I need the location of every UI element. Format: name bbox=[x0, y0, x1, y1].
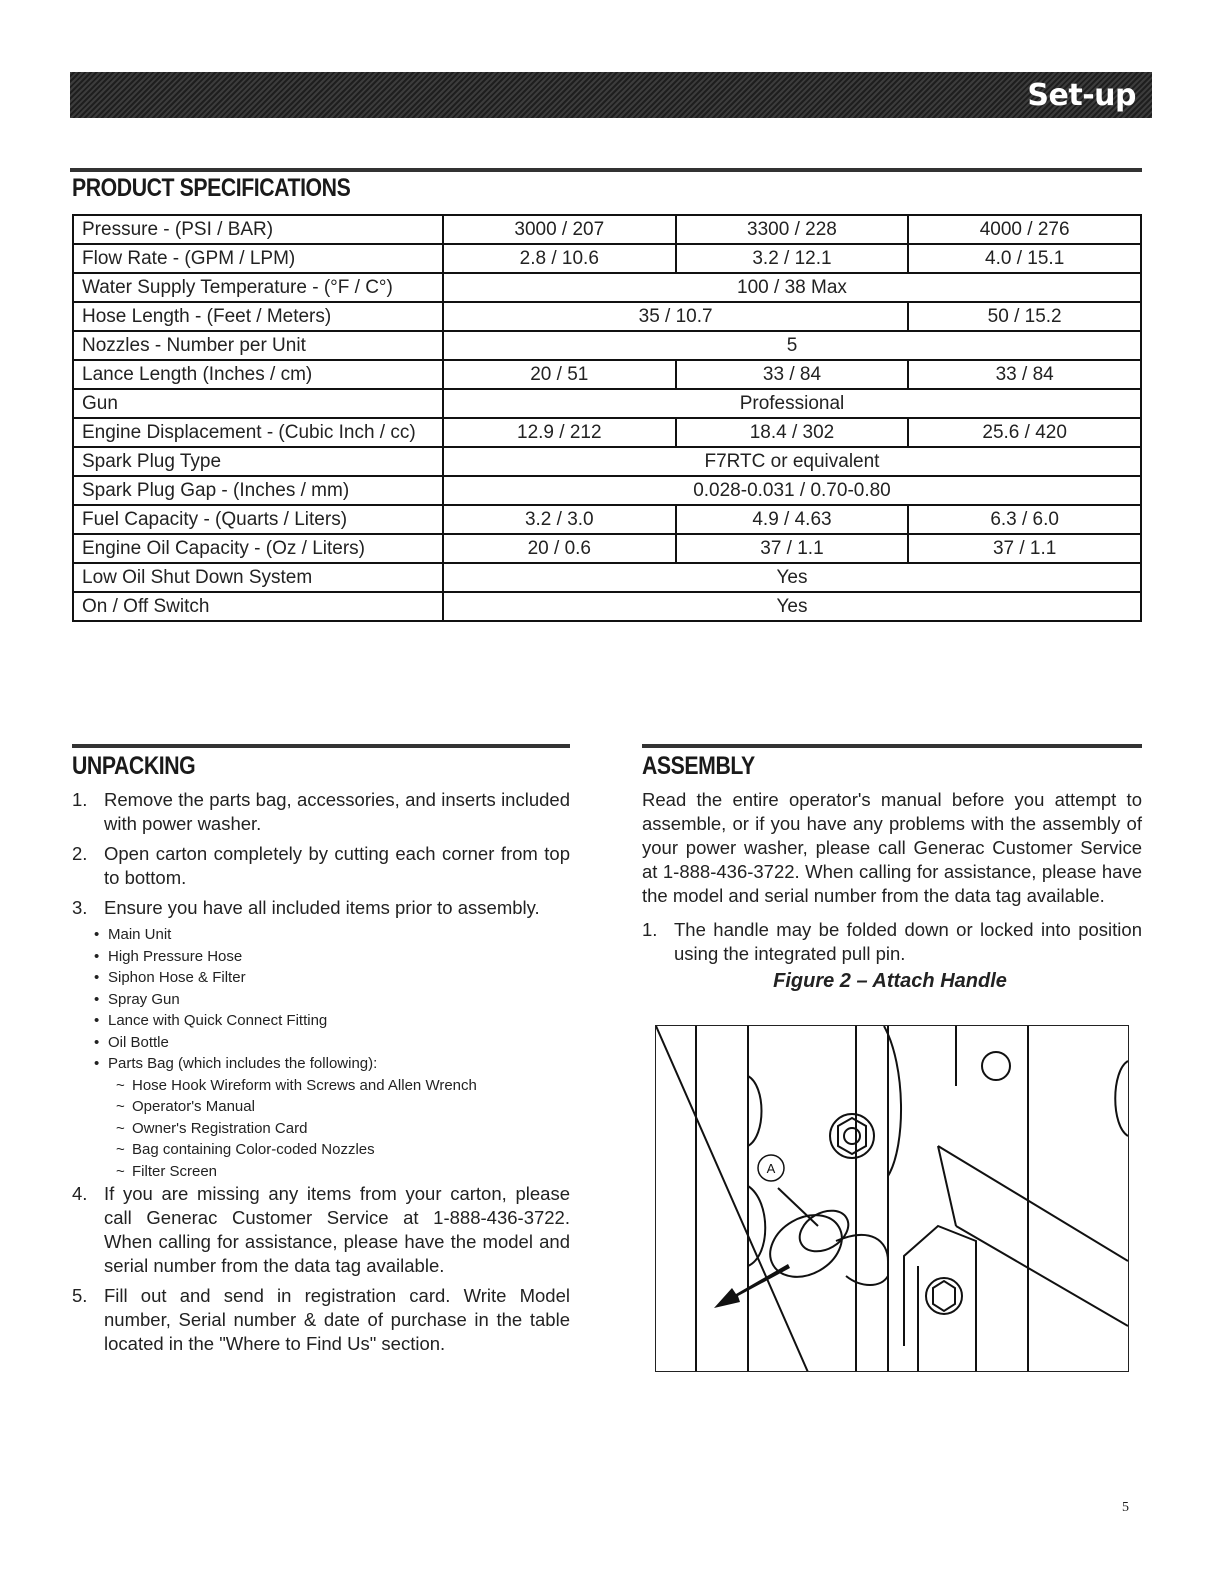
included-item: • Oil Bottle bbox=[72, 1032, 570, 1054]
list-item: 2. Open carton completely by cutting each corner from top to bottom. bbox=[72, 843, 570, 888]
unpacking-title: UNPACKING bbox=[72, 752, 196, 780]
spec-label: Fuel Capacity - (Quarts / Liters) bbox=[73, 505, 443, 534]
table-row bbox=[73, 592, 1141, 621]
spec-value: 4.0 / 15.1 bbox=[908, 244, 1141, 273]
spec-value: 35 / 10.7 bbox=[443, 302, 908, 331]
table-row bbox=[73, 331, 1141, 360]
list-item: 1. Remove the parts bag, accessories, and inserts included with power washer. bbox=[72, 789, 570, 834]
spec-label: Engine Oil Capacity - (Oz / Liters) bbox=[73, 534, 443, 563]
spec-value: 50 / 15.2 bbox=[908, 302, 1141, 331]
spec-value: F7RTC or equivalent bbox=[443, 447, 1141, 476]
spec-label: Low Oil Shut Down System bbox=[73, 563, 443, 592]
table-row bbox=[73, 244, 1141, 273]
parts-bag-item: ~ Owner's Registration Card bbox=[72, 1118, 570, 1140]
specs-rule bbox=[70, 168, 1142, 172]
table-row bbox=[73, 360, 1141, 389]
spec-value: 20 / 51 bbox=[443, 360, 676, 389]
spec-value: Yes bbox=[443, 563, 1141, 592]
spec-label: Nozzles - Number per Unit bbox=[73, 331, 443, 360]
included-items-list bbox=[72, 924, 570, 1075]
assembly-intro: Read the entire operator's manual before you attempt to assemble, or if you have any problems with the assembly of your power washer, please call Generac Customer Service at 1-888-436-3722. When calling for assistance, please have the model and serial number from the data tag available. bbox=[642, 789, 1142, 906]
spec-value: 12.9 / 212 bbox=[443, 418, 676, 447]
spec-value: 3.2 / 3.0 bbox=[443, 505, 676, 534]
table-row bbox=[73, 215, 1141, 244]
unpacking-body bbox=[72, 788, 570, 1362]
spec-value: 37 / 1.1 bbox=[676, 534, 909, 563]
table-row bbox=[73, 534, 1141, 563]
header-bar bbox=[70, 72, 1152, 118]
spec-label: Spark Plug Gap - (Inches / mm) bbox=[73, 476, 443, 505]
spec-label: Flow Rate - (GPM / LPM) bbox=[73, 244, 443, 273]
included-item: • High Pressure Hose bbox=[72, 946, 570, 968]
parts-bag-list bbox=[72, 1075, 570, 1183]
spec-value: 3300 / 228 bbox=[676, 215, 909, 244]
callout-a-label: A bbox=[766, 1161, 776, 1176]
spec-value: 18.4 / 302 bbox=[676, 418, 909, 447]
list-item: 1. The handle may be folded down or locked into position using the integrated pull pin. bbox=[642, 919, 1142, 964]
spec-value: 6.3 / 6.0 bbox=[908, 505, 1141, 534]
section-header-title: Set-up bbox=[1027, 77, 1136, 113]
spec-label: On / Off Switch bbox=[73, 592, 443, 621]
spec-value: 4.9 / 4.63 bbox=[676, 505, 909, 534]
spec-label: Lance Length (Inches / cm) bbox=[73, 360, 443, 389]
figure-caption: Figure 2 – Attach Handle bbox=[773, 970, 1007, 992]
spec-value: 100 / 38 Max bbox=[443, 273, 1141, 302]
spec-value: 3.2 / 12.1 bbox=[676, 244, 909, 273]
spec-value: Yes bbox=[443, 592, 1141, 621]
unpacking-rule bbox=[72, 744, 570, 748]
spec-value: 3000 / 207 bbox=[443, 215, 676, 244]
spec-label: Spark Plug Type bbox=[73, 447, 443, 476]
spec-value: 33 / 84 bbox=[908, 360, 1141, 389]
assembly-rule bbox=[642, 744, 1142, 748]
spec-value: 5 bbox=[443, 331, 1141, 360]
spec-value: 33 / 84 bbox=[676, 360, 909, 389]
spec-label: Gun bbox=[73, 389, 443, 418]
included-item: • Main Unit bbox=[72, 924, 570, 946]
spec-value: 37 / 1.1 bbox=[908, 534, 1141, 563]
table-row bbox=[73, 563, 1141, 592]
table-row bbox=[73, 302, 1141, 331]
included-item: • Spray Gun bbox=[72, 989, 570, 1011]
included-item: • Parts Bag (which includes the following): bbox=[72, 1053, 570, 1075]
spec-label: Water Supply Temperature - (°F / C°) bbox=[73, 273, 443, 302]
pull-direction-arrow-icon bbox=[714, 1264, 790, 1308]
spec-value: 4000 / 276 bbox=[908, 215, 1141, 244]
included-item: • Lance with Quick Connect Fitting bbox=[72, 1010, 570, 1032]
table-row bbox=[73, 476, 1141, 505]
spec-value: 2.8 / 10.6 bbox=[443, 244, 676, 273]
included-item: • Siphon Hose & Filter bbox=[72, 967, 570, 989]
list-item: 5. Fill out and send in registration card. Write Model number, Serial number & date of purchase in the table located in the "Where to Find Us" section. bbox=[72, 1285, 570, 1354]
parts-bag-item: ~ Filter Screen bbox=[72, 1161, 570, 1183]
assembly-body bbox=[642, 788, 1142, 972]
spec-label: Pressure - (PSI / BAR) bbox=[73, 215, 443, 244]
table-row bbox=[73, 505, 1141, 534]
specifications-table bbox=[72, 214, 1142, 622]
table-row bbox=[73, 418, 1141, 447]
assembly-title: ASSEMBLY bbox=[642, 752, 755, 780]
parts-bag-item: ~ Bag containing Color-coded Nozzles bbox=[72, 1139, 570, 1161]
page-number: 5 bbox=[1122, 1500, 1129, 1515]
spec-label: Engine Displacement - (Cubic Inch / cc) bbox=[73, 418, 443, 447]
table-row bbox=[73, 389, 1141, 418]
spec-value: Professional bbox=[443, 389, 1141, 418]
spec-value: 25.6 / 420 bbox=[908, 418, 1141, 447]
attach-handle-figure bbox=[655, 1025, 1129, 1372]
table-row bbox=[73, 273, 1141, 302]
list-item: 4. If you are missing any items from your carton, please call Generac Customer Service at 1-888-436-3722. When calling for assistance, please have the model and serial number from the data tag available. bbox=[72, 1183, 570, 1276]
parts-bag-item: ~ Hose Hook Wireform with Screws and Allen Wrench bbox=[72, 1075, 570, 1097]
spec-value: 0.028-0.031 / 0.70-0.80 bbox=[443, 476, 1141, 505]
spec-value: 20 / 0.6 bbox=[443, 534, 676, 563]
table-row bbox=[73, 447, 1141, 476]
specs-title: PRODUCT SPECIFICATIONS bbox=[72, 174, 351, 202]
parts-bag-item: ~ Operator's Manual bbox=[72, 1096, 570, 1118]
attach-handle-illustration bbox=[656, 1026, 1128, 1371]
spec-label: Hose Length - (Feet / Meters) bbox=[73, 302, 443, 331]
list-item: 3. Ensure you have all included items prior to assembly. bbox=[72, 897, 540, 918]
